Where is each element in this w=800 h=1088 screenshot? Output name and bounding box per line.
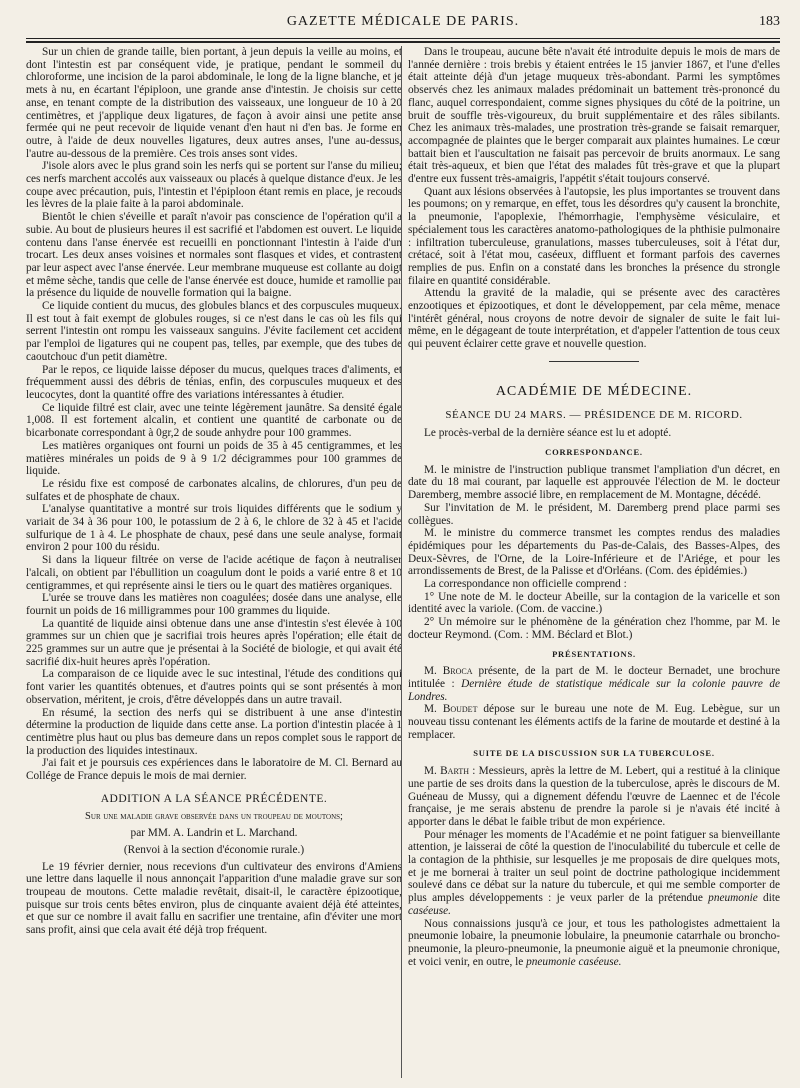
text: Pour ménager les moments de l'Académie et ne point fatiguer sa bienveillante attention, je laisserai de côté la question de l'inoculabilité du tubercule et celle de la contagion de la phthisie, sur lesquelles je me proposais de dire quelques mots, et je me bornerai à traiter un seul point de doctrine pathologique incidemment soulevé dans ce débat sur la nature du tubercule, et qui me semble comporter de plus amples développements : je veux parler de la prétendue (408, 828, 780, 905)
sitting-line: SÉANCE DU 24 MARS. — PRÉSIDENCE DE M. RICORD. (445, 408, 743, 421)
paragraph: Le résidu fixe est composé de carbonates alcalins, de chlorures, d'un peu de sulfates et de phosphate de chaux. (26, 477, 402, 503)
paragraph: La correspondance non officielle comprend : (424, 578, 627, 591)
discussion-head: SUITE DE LA DISCUSSION SUR LA TUBERCULOSE. (473, 748, 715, 759)
paragraph (408, 829, 780, 918)
presentations-head: PRÉSENTATIONS. (552, 648, 636, 659)
page-number: 183 (759, 14, 780, 29)
paragraph: M. le ministre de l'instruction publique transmet l'ampliation d'un décret, en date du 18 mai courant, par laquelle est approuvée l'élection de M. le docteur Daremberg, membre associé libre, en remplacement de M. Montagne, décédé. (408, 463, 780, 502)
running-title: GAZETTE MÉDICALE DE PARIS. (286, 14, 520, 29)
text: présente, de la part de M. le docteur Bernadet, une brochure intitulée : (408, 665, 780, 690)
paragraph: Ce liquide contient du mucus, des globules blancs et des corpuscules muqueux. Il est tout à fait exempt de globules rouges, si ce n'est dans le cas où les fils qui serrent l'intestin ont rompu les vaisseaux sanguins. J'évite facilement cet accident par l'emploi de ligatures qui ne coupent pas, telles, par exemple, que des tubes de caoutchouc d'un petit diamètre. (26, 300, 402, 363)
paragraph: Les matières organiques ont fourni un poids de 35 à 45 centigrammes, et les matières minérales un poids de 9 à 9 1/2 décigrammes pour 100 grammes de liquide. (26, 439, 402, 478)
paragraph: Sur l'invitation de M. le président, M. Daremberg prend place parmi ses collègues. (408, 501, 780, 527)
publication-title: Dernière étude de statistique médicale sur la colonie pauvre de Londres. (408, 677, 780, 703)
academy-title: ACADÉMIE DE MÉDECINE. (495, 383, 693, 399)
text: dite (757, 892, 780, 905)
section-rule (549, 361, 639, 362)
emphasis: pneumonie caséeuse. (526, 955, 622, 968)
paragraph (408, 918, 780, 969)
paragraph: Le 19 février dernier, nous recevions d'un cultivateur des environs d'Amiens une lettre dans laquelle il nous annonçait l'apparition d'une maladie grave sur son troupeau de moutons. Cette maladie revêtait, disait-il, le caractère épizootique, puisque sur trois cents bêtes environ, plus de cinquante avaient déjà été atteintes, et que sur ce nombre il avait fallu en sacrifier une trentaine, afin d'éviter une mort sans profit, ainsi que cela avait été déjà trop fréquent. (26, 860, 402, 937)
paragraph: Si dans la liqueur filtrée on verse de l'acide acétique de façon à neutraliser l'alcali, on obtient par l'ébullition un coagulum dont le poids a varié entre 8 et 10 centigrammes, et qui représente ainsi le tiers ou le quart des matières organiques. (26, 554, 402, 592)
text: dépose sur le bureau une note de M. Eug. Lebègue, sur un nouveau tissu contenant les éléments actifs de la farine de moutarde et destiné à la remplacer. (408, 703, 780, 741)
addition-referral: (Renvoi à la section d'économie rurale.) (123, 843, 305, 856)
addition-subtitle: Sur une maladie grave observée dans un troupeau de moutons; (85, 811, 343, 823)
paragraph: 1° Une note de M. le docteur Abeille, sur la contagion de la varicelle et son identité avec la variole. (Com. de vaccine.) (408, 590, 780, 616)
paragraph: L'analyse quantitative a montré sur trois liquides différents que le sodium y variait de 34 à 36 pour 100, le potassium de 2 à 6, le chlore de 32 à 45 et l'acide sulfurique de 1 à 4. Le phosphate de chaux, pesé dans une seule analyse, formait environ 2 pour 100 du résidu. (26, 503, 402, 554)
paragraph: 2° Un mémoire sur le phénomène de la génération chez l'homme, par M. le docteur Reymond. (Com. : MM. Béclard et Blot.) (408, 616, 780, 641)
addition-title: ADDITION A LA SÉANCE PRÉCÉDENTE. (100, 792, 328, 805)
paragraph: Bientôt le chien s'éveille et paraît n'avoir pas conscience de l'opération qu'il a subie. Au bout de plusieurs heures il est sacrifié et l'abdomen est ouvert. Le liquide contenu dans l'anse énervée est recueilli en ponctionnant l'intestin à l'aide d'un trocart. Les deux anses voisines et normales sont flasques et vides, et contrastent par leur aspect avec l'anse énervée. Leur membrane muqueuse est collante au doigt et même sèche, tandis que celle de l'anse énervée est douce, humide et ramollie par la présence du liquide de nouvelle formation qui la baigne. (26, 211, 402, 300)
paragraph: Quant aux lésions observées à l'autopsie, les plus importantes se trouvent dans les poumons; on y remarque, en effet, tous les désordres qu'y causent la bronchite, la pneumonie, l'apoplexie, l'hémorrhagie, l'emphysème vésiculaire, et spécialement tous les caractères anatomo-pathologiques de la phthisie pulmonaire : infiltration tuberculeuse, granulations, masses tuberculeuses, soit à l'état dur, crétacé, soit à l'état mou, caséeux, diffluent et formant parfois des cavernes remplies de pus. Enfin on a constaté dans les bronches la présence du strongle filaire en quantité considérable. (408, 185, 780, 287)
paragraph: Par le repos, ce liquide laisse déposer du mucus, quelques traces d'aliments, et fréquemment aussi des débris de ténias, enfin, des corpuscules muqueux et des leucocytes, dont la quantité offre des variations intéressantes à étudier. (26, 363, 402, 401)
left-column (26, 46, 402, 1084)
paragraph (408, 765, 780, 829)
text: Nous connaissions jusqu'à ce jour, et tous les pathologistes admettaient la pneumonie lobaire, la pneumonie lobulaire, la pneumonie catarrhale ou broncho-pneumonie, la pleuro-pneumonie, la pneumonie aiguë et la pneumonie chronique, et voici venir, en outre, le (408, 917, 780, 968)
paragraph: J'isole alors avec le plus grand soin les nerfs qui se portent sur l'anse du milieu; ces nerfs marchent accolés aux vaisseaux ou placés à quelque distance d'eux. Je les coupe avec précaution, puis, l'intestin et l'épiploon étant remis en place, je recouds les lèvres de la plaie faite à la paroi abdominale. (26, 160, 402, 211)
text: : Messieurs, après la lettre de M. Lebert, qui a restitué à la clinique une partie de ses droits dans la question de la tuberculose, après le discours de M. Guéneau de Mussy, qui a dignement défendu l'œuvre de Laennec et de l'école française, je me serais abstenu de prendre la parole si je n'avais été incité à apporter dans le débat le faible tribut de mon expérience. (408, 765, 780, 828)
paragraph: L'urée se trouve dans les matières non coagulées; dosée dans une analyse, elle fournit un poids de 16 milligrammes pour 100 grammes du liquide. (26, 592, 402, 617)
emphasis: caséeuse. (408, 904, 451, 917)
paragraph: La comparaison de ce liquide avec le suc intestinal, l'étude des conditions qui font varier les quantités obtenues, et d'autres points qui se sont présentés à mon observation, méritent, je crois, d'être développés dans un autre travail. (26, 668, 402, 706)
emphasis: pneumonie (708, 892, 758, 905)
paragraph (408, 703, 780, 741)
right-column (408, 46, 780, 1084)
header-rule-thin (26, 38, 780, 39)
speaker-name: M. Barth (424, 765, 469, 778)
paragraph: M. le ministre du commerce transmet les comptes rendus des maladies épidémiques pour les départements du Pas-de-Calais, des Basses-Alpes, des Deux-Sèvres, de l'Orne, de la Loire-Inférieure et de l'Ariége, et pour les arrondissements de Brest, de la Palisse et d'Orléans. (Com. des épidémies.) (408, 527, 780, 578)
paragraph: Attendu la gravité de la maladie, qui se présente avec des caractères enzootiques et épizootiques, et dont le développement, par cela même, menace l'intérêt général, nous croyons de notre devoir de signaler de suite le fait lui-même, en le dégageant de toute interprétation, et d'appeler l'attention de tous ceux qui peuvent éclairer cette grave et nouvelle question. (408, 287, 780, 351)
paragraph: J'ai fait et je poursuis ces expériences dans le laboratoire de M. Cl. Bernard au Collége de France depuis le mois de mai dernier. (26, 757, 402, 783)
speaker-name: M. Boudet (424, 703, 478, 716)
paragraph: Sur un chien de grande taille, bien portant, à jeun depuis la veille au moins, et dont l'intestin est par conséquent vide, je pratique, pendant le sommeil du chloroforme, une incision de la paroi abdominale, le long de la ligne blanche, et je mets à nu, en écartant l'épiploon, une grande anse d'intestin. Je choisis sur cette anse, en tenant compte de la distribution des vaisseaux, une longueur de 10 à 20 centimètres, et j'applique deux ligatures, de façon à avoir ainsi une petite anse fermée qui ne peut recevoir de liquide venant d'en haut ni d'en bas. Je forme en outre, à l'aide de deux nouvelles ligatures, deux autres anses, l'une au-dessus, l'autre au-dessous de la première. Ces trois anses sont vides. (26, 46, 402, 160)
paragraph: En résumé, la section des nerfs qui se distribuent à une anse d'intestin détermine la production de liquide dans cette anse. La portion d'intestin placée à 1 centimètre plus haut ou plus bas demeure dans un repos complet sous le rapport de la production des liquides intestinaux. (26, 706, 402, 757)
page-header (26, 14, 780, 36)
addition-authors: par MM. A. Landrin et L. Marchand. (130, 827, 298, 840)
speaker-name: M. Broca (424, 665, 473, 678)
header-rule-thick (26, 41, 780, 43)
column-divider (401, 46, 402, 1078)
correspondence-head: CORRESPONDANCE. (545, 446, 643, 457)
paragraph: Ce liquide filtré est clair, avec une teinte légèrement jaunâtre. Sa densité égale 1,008. Il est fortement alcalin, et contient une quantité de carbonate ou de bicarbonate correspondant à 0gr,2 de soude anhydre pour 100 grammes. (26, 401, 402, 440)
paragraph: La quantité de liquide ainsi obtenue dans une anse d'intestin s'est élevée à 100 grammes sur un chien que je sacrifiai trois heures après l'opération; elle était de 225 grammes sur un autre que je présentai à la Société de biologie, et qui avait été sacrifié dix-huit heures après l'opération. (26, 617, 402, 668)
minutes: Le procès-verbal de la dernière séance est lu et adopté. (424, 427, 672, 440)
paragraph: Dans le troupeau, aucune bête n'avait été introduite depuis le mois de mars de l'année dernière : trois brebis y étaient entrées le 15 janvier 1867, et l'une d'elles était atteinte déjà d'un jetage muqueux très-abondant. Parmi les symptômes observés chez les animaux malades prédominait un battement très-prononcé du flanc, auquel correspondaient, comme signes physiques du côté de la poitrine, un bruit de souffle très-vigoureux, du bruit supplémentaire et des râles sibilants. Chez les animaux très-malades, une prostration très-grande se faisait remarquer, accompagnée de plaintes que le berger comparait aux plaintes humaines. Le cœur battait bien et l'auscultation ne faisait pas percevoir de bruits anormaux. Le sang était très-aqueux, et bien que l'état des malades fût très-grave et que la plupart d'entre eux fussent très-amaigris, l'appétit s'était toujours conservé. (408, 46, 780, 186)
paragraph (408, 665, 780, 703)
